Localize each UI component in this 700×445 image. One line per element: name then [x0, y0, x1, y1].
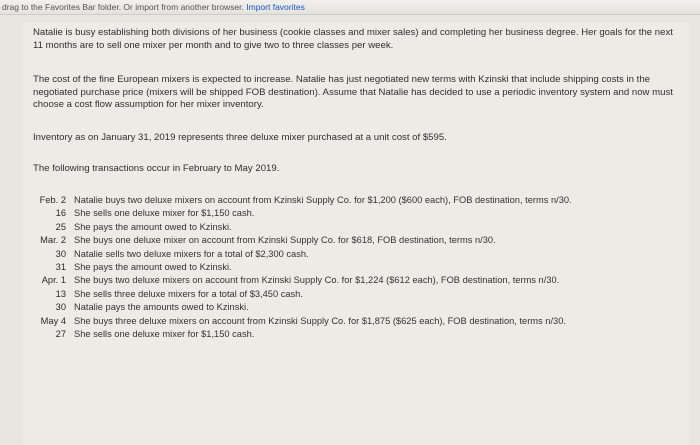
cost-info-paragraph: The cost of the fine European mixers is expected to increase. Natalie has just negotiated new terms with Kzinski that include shipping costs in the negotiated purchase price (mixers will be shipped FOB destination). Assume that Natalie has decided to use a periodic inventory system and now must choose a cost flow assumption for her mixer inventory.	[33, 74, 673, 110]
transaction-row	[22, 234, 690, 247]
transaction-row	[22, 221, 690, 234]
problem-intro: Natalie is busy establishing both divisions of her business (cookie classes and mixer sales) and completing her business degree. Her goals for the next 11 months are to sell one mixer per month and to give two to three classes per week.	[33, 27, 673, 51]
transactions-intro: The following transactions occur in February to May 2019.	[33, 163, 280, 174]
transaction-text: Natalie sells two deluxe mixers for a total of $2,300 cash.	[74, 248, 309, 259]
transaction-text: She sells three deluxe mixers for a total of $3,450 cash.	[74, 288, 303, 299]
transaction-text: She pays the amount owed to Kzinski.	[74, 261, 232, 272]
transaction-date: 31	[55, 261, 66, 272]
inventory-statement: Inventory as on January 31, 2019 represents three deluxe mixer purchased at a unit cost of $595.	[33, 132, 447, 143]
transaction-date: 13	[55, 288, 66, 299]
transaction-date: Feb. 2	[39, 195, 66, 205]
transaction-row	[22, 248, 690, 261]
transaction-row	[22, 301, 690, 314]
transactions-list	[22, 194, 690, 341]
transaction-date: Mar. 2	[40, 235, 66, 246]
transaction-date: May 4	[40, 315, 66, 326]
problem-panel	[22, 22, 690, 445]
import-favorites-link[interactable]: Import favorites	[246, 2, 305, 12]
transaction-text: Natalie pays the amounts owed to Kzinski.	[74, 302, 249, 313]
transaction-row	[22, 261, 690, 274]
transaction-date: 25	[55, 221, 66, 232]
transaction-row	[22, 207, 690, 220]
transaction-row	[22, 328, 690, 341]
transaction-text: She sells one deluxe mixer for $1,150 cash.	[74, 328, 255, 339]
transaction-text: She buys one deluxe mixer on account from Kzinski Supply Co. for $618, FOB destination, terms n/30.	[74, 235, 496, 246]
favorites-bar	[0, 0, 700, 15]
transaction-row	[22, 315, 690, 328]
transaction-date: Apr. 1	[41, 275, 66, 286]
transaction-date: 30	[55, 248, 66, 259]
transaction-date: 27	[55, 328, 66, 339]
transaction-text: She buys three deluxe mixers on account from Kzinski Supply Co. for $1,875 ($625 each), FOB destination, terms n/30.	[74, 315, 566, 326]
transaction-text: Natalie buys two deluxe mixers on account from Kzinski Supply Co. for $1,200 ($600 each), FOB destination, terms n/30.	[74, 195, 572, 205]
transaction-date: 30	[55, 302, 66, 313]
transaction-text: She sells one deluxe mixer for $1,150 cash.	[74, 208, 255, 219]
transaction-row	[22, 288, 690, 301]
favorites-bar-hint: drag to the Favorites Bar folder. Or import from another browser.	[2, 2, 244, 12]
transaction-row	[22, 274, 690, 287]
transaction-date: 16	[55, 208, 66, 219]
transaction-text: She buys two deluxe mixers on account from Kzinski Supply Co. for $1,224 ($612 each), FOB destination, terms n/30.	[74, 275, 560, 286]
transaction-text: She pays the amount owed to Kzinski.	[74, 221, 232, 232]
transaction-row	[22, 194, 690, 207]
